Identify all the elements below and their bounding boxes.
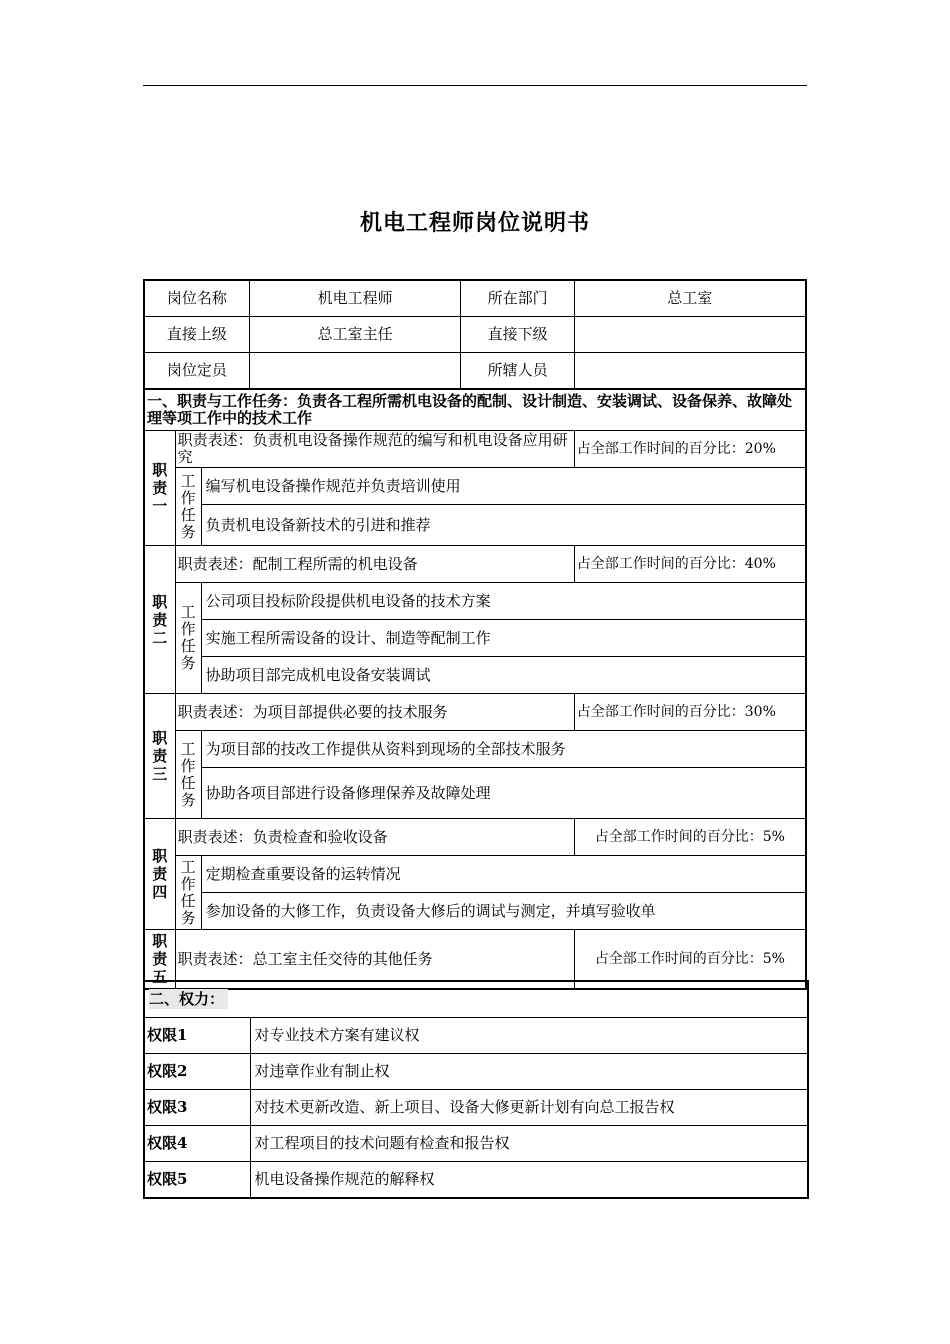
task-item: 协助项目部完成机电设备安装调试	[201, 657, 806, 694]
info-value	[574, 353, 806, 390]
info-label: 直接上级	[144, 317, 249, 353]
task-item: 编写机电设备操作规范并负责培训使用	[201, 468, 806, 505]
info-label: 所在部门	[461, 280, 574, 317]
duty-percentage: 占全部工作时间的百分比：5%	[574, 819, 806, 856]
permission-value: 对专业技术方案有建议权	[250, 1018, 808, 1054]
info-label: 岗位定员	[144, 353, 249, 390]
duty-label: 职责三	[144, 694, 175, 819]
info-value: 总工室	[574, 280, 806, 317]
task-item: 定期检查重要设备的运转情况	[201, 856, 806, 893]
duty-percentage: 占全部工作时间的百分比：30%	[574, 694, 806, 731]
task-item: 公司项目投标阶段提供机电设备的技术方案	[201, 583, 806, 620]
section-heading	[144, 981, 808, 1018]
permission-key: 权限5	[144, 1162, 250, 1199]
permission-row	[144, 1162, 808, 1199]
section-heading: 一、职责与工作任务：负责各工程所需机电设备的配制、设计制造、安装调试、设备保养、故障处理等项工作中的技术工作	[144, 389, 806, 431]
duty-label: 职责二	[144, 546, 175, 694]
duty-description: 职责表述：负责检查和验收设备	[175, 819, 574, 856]
info-row	[144, 280, 806, 317]
info-row	[144, 317, 806, 353]
info-label: 岗位名称	[144, 280, 249, 317]
permission-key: 权限1	[144, 1018, 250, 1054]
info-row	[144, 353, 806, 390]
task-item: 负责机电设备新技术的引进和推荐	[201, 505, 806, 546]
section-row	[144, 389, 806, 431]
duty-label: 职责五	[144, 930, 175, 990]
task-item: 协助各项目部进行设备修理保养及故障处理	[201, 768, 806, 819]
info-value: 总工室主任	[249, 317, 461, 353]
job-description-table	[143, 279, 807, 990]
permission-key: 权限4	[144, 1126, 250, 1162]
task-label: 工作任务	[175, 468, 201, 546]
permission-value: 对违章作业有制止权	[250, 1054, 808, 1090]
task-item: 为项目部的技改工作提供从资料到现场的全部技术服务	[201, 731, 806, 768]
permission-key: 权限2	[144, 1054, 250, 1090]
duty-description: 职责表述：总工室主任交待的其他任务	[175, 930, 574, 990]
permission-key: 权限3	[144, 1090, 250, 1126]
permission-value: 对技术更新改造、新上项目、设备大修更新计划有向总工报告权	[250, 1090, 808, 1126]
header-rule	[143, 85, 807, 86]
task-label: 工作任务	[175, 856, 201, 930]
duty-description: 职责表述：为项目部提供必要的技术服务	[175, 694, 574, 731]
duty-percentage: 占全部工作时间的百分比：5%	[574, 930, 806, 990]
info-label: 直接下级	[461, 317, 574, 353]
permission-row	[144, 1054, 808, 1090]
task-item: 参加设备的大修工作，负责设备大修后的调试与测定，并填写验收单	[201, 893, 806, 930]
info-value	[249, 353, 461, 390]
info-label: 所辖人员	[461, 353, 574, 390]
duty-label: 职责四	[144, 819, 175, 930]
info-value	[574, 317, 806, 353]
permission-row	[144, 1018, 808, 1054]
duty-description: 职责表述：配制工程所需的机电设备	[175, 546, 574, 583]
page-title: 机电工程师岗位说明书	[359, 211, 590, 236]
permission-value: 机电设备操作规范的解释权	[250, 1162, 808, 1199]
permissions-table	[143, 980, 809, 1199]
permission-row	[144, 1090, 808, 1126]
section-heading-text: 二、权力：	[149, 989, 228, 1009]
permission-value: 对工程项目的技术问题有检查和报告权	[250, 1126, 808, 1162]
duty-description: 职责表述：负责机电设备操作规范的编写和机电设备应用研究	[175, 431, 574, 468]
task-label: 工作任务	[175, 583, 201, 694]
permission-row	[144, 1126, 808, 1162]
duty-percentage: 占全部工作时间的百分比：20%	[574, 431, 806, 468]
duty-percentage: 占全部工作时间的百分比：40%	[574, 546, 806, 583]
task-item: 实施工程所需设备的设计、制造等配制工作	[201, 620, 806, 657]
duty-label: 职责一	[144, 431, 175, 546]
info-value: 机电工程师	[249, 280, 461, 317]
task-label: 工作任务	[175, 731, 201, 819]
